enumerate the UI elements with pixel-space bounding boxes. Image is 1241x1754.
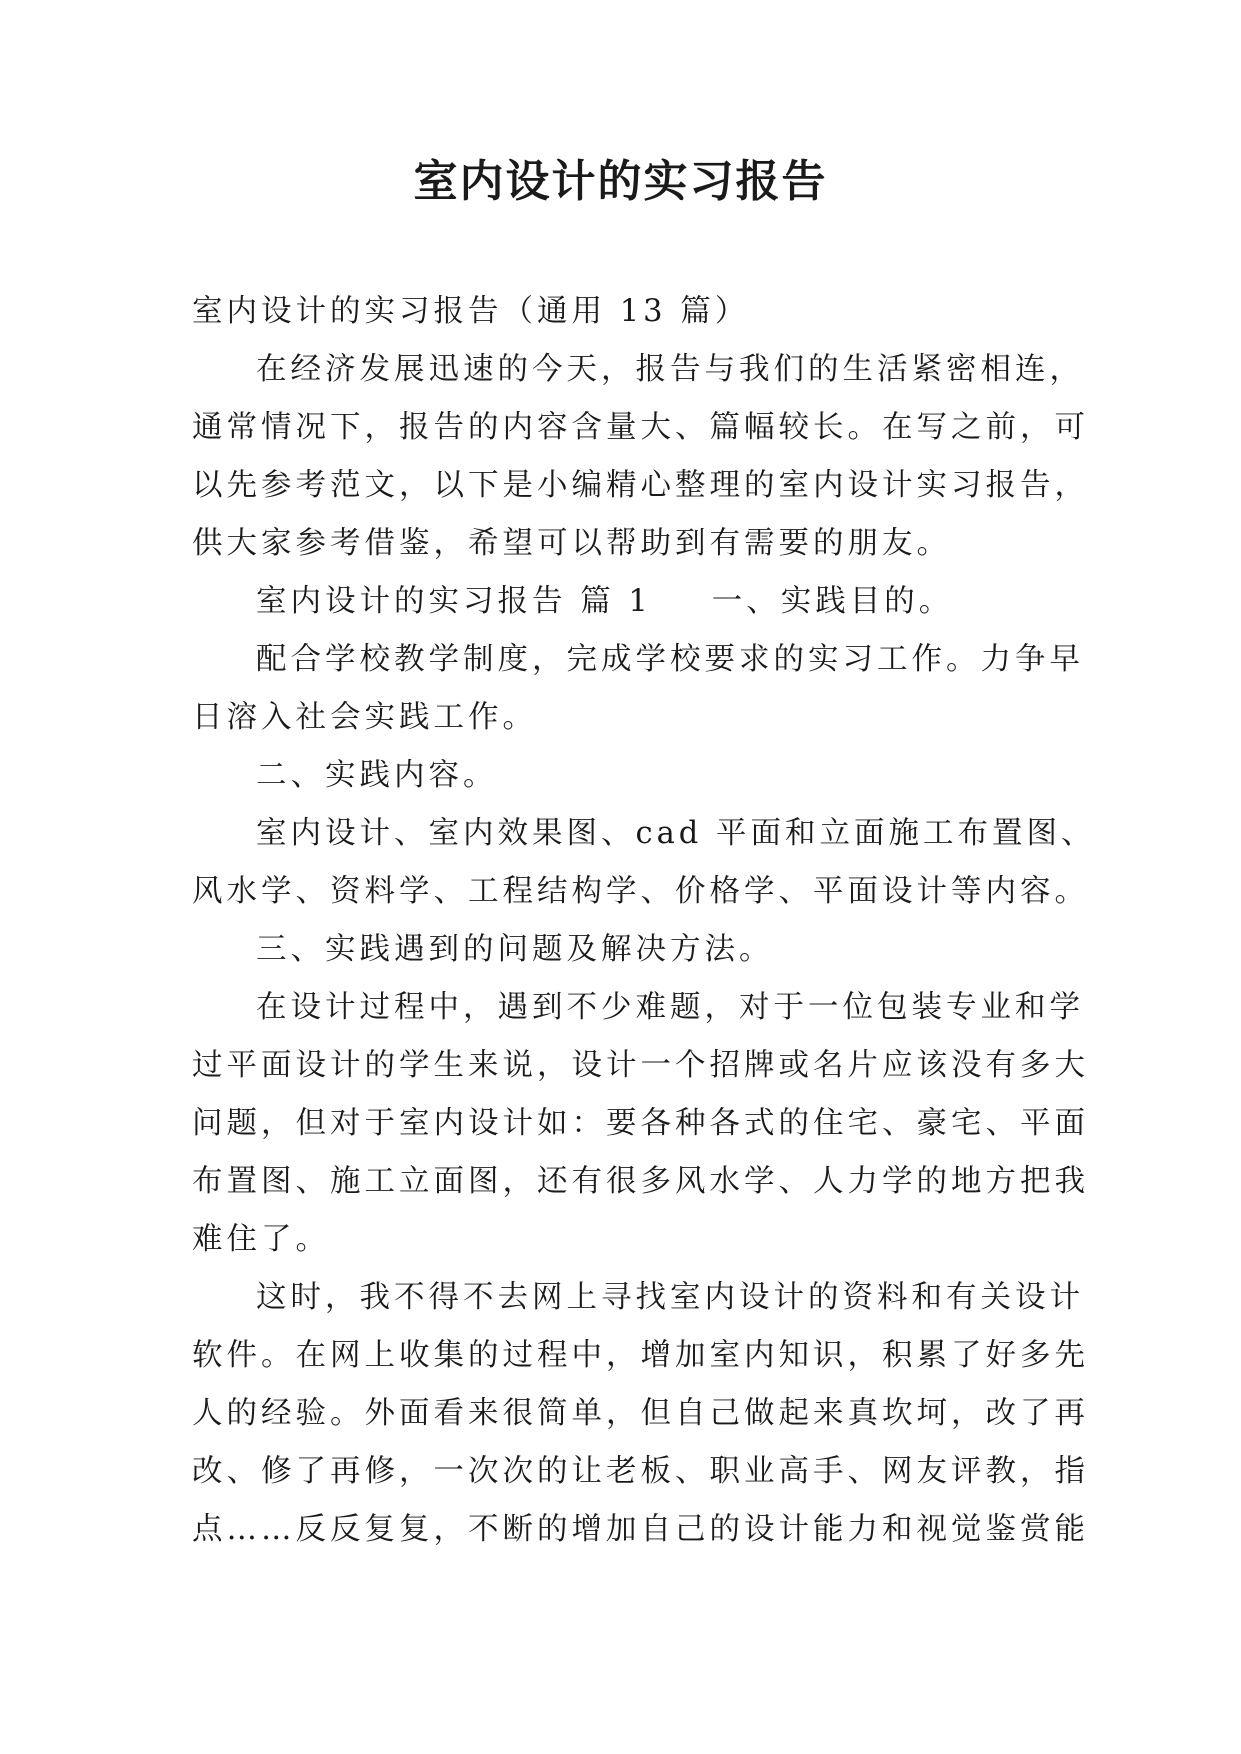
document-title: 室内设计的实习报告 bbox=[413, 156, 828, 207]
subtitle-line: 室内设计的实习报告（通用 13 篇） bbox=[192, 294, 750, 329]
para3-line-1: 室内设计、室内效果图、cad 平面和立面施工布置图、 bbox=[256, 816, 1096, 851]
para3-line-2: 风水学、资料学、工程结构学、价格学、平面设计等内容。 bbox=[192, 874, 1089, 909]
section-heading: 室内设计的实习报告 篇 1 bbox=[256, 584, 652, 619]
intro-line-4: 供大家参考借鉴，希望可以帮助到有需要的朋友。 bbox=[192, 526, 951, 561]
section-heading-item: 一、实践目的。 bbox=[711, 584, 954, 619]
para4-line-3: 问题，但对于室内设计如：要各种各式的住宅、豪宅、平面 bbox=[192, 1106, 1089, 1141]
heading-2: 二、实践内容。 bbox=[256, 758, 498, 793]
intro-line-2: 通常情况下，报告的内容含量大、篇幅较长。在写之前，可 bbox=[192, 410, 1089, 445]
para4-line-5: 难住了。 bbox=[192, 1222, 330, 1257]
para4-line-2: 过平面设计的学生来说，设计一个招牌或名片应该没有多大 bbox=[192, 1048, 1089, 1083]
heading-3: 三、实践遇到的问题及解决方法。 bbox=[256, 932, 774, 967]
para5-line-4: 改、修了再修，一次次的让老板、职业高手、网友评教，指 bbox=[192, 1454, 1089, 1489]
para5-line-5: 点……反反复复，不断的增加自己的设计能力和视觉鉴赏能 bbox=[192, 1512, 1089, 1547]
para2-line-1: 配合学校教学制度，完成学校要求的实习工作。力争早 bbox=[256, 642, 1084, 677]
para2-line-2: 日溶入社会实践工作。 bbox=[192, 700, 537, 735]
para5-line-3: 人的经验。外面看来很简单，但自己做起来真坎坷，改了再 bbox=[192, 1396, 1089, 1431]
intro-line-1: 在经济发展迅速的今天，报告与我们的生活紧密相连， bbox=[256, 352, 1084, 387]
document-body bbox=[192, 283, 1096, 1559]
para5-line-1: 这时，我不得不去网上寻找室内设计的资料和有关设计 bbox=[256, 1280, 1084, 1315]
para4-line-4: 布置图、施工立面图，还有很多风水学、人力学的地方把我 bbox=[192, 1164, 1089, 1199]
section-heading-line bbox=[192, 573, 1062, 631]
para4-line-1: 在设计过程中，遇到不少难题，对于一位包装专业和学 bbox=[256, 990, 1084, 1025]
para5-line-2: 软件。在网上收集的过程中，增加室内知识，积累了好多先 bbox=[192, 1338, 1089, 1373]
intro-line-3: 以先参考范文，以下是小编精心整理的室内设计实习报告， bbox=[192, 468, 1089, 503]
